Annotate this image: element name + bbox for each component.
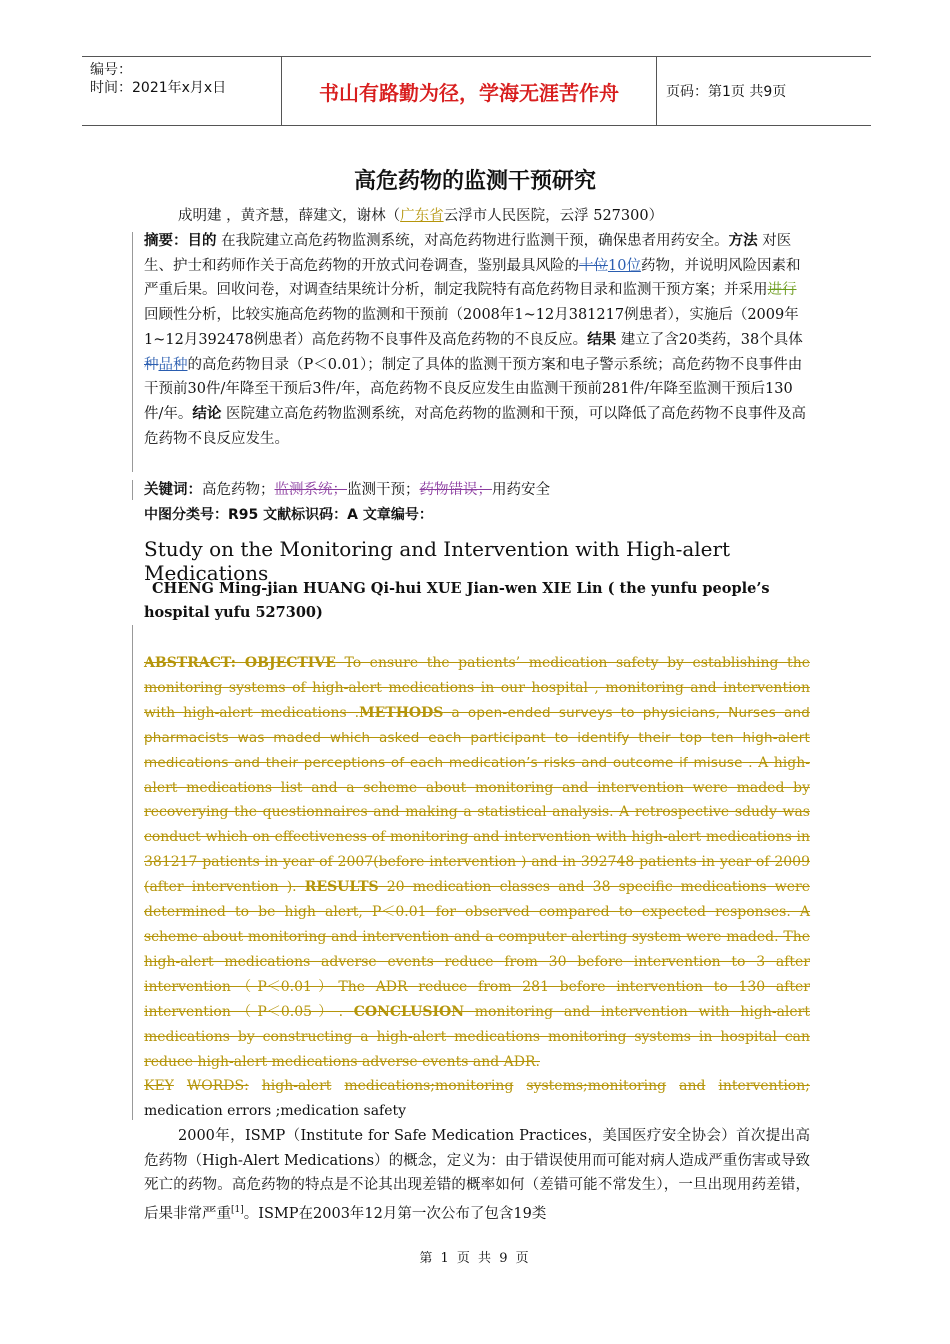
header-table	[82, 56, 871, 126]
change-bar	[132, 480, 133, 500]
author-names: 成明建 ，黄齐慧，薛建文，谢林（	[178, 208, 401, 224]
deleted-proceed: 进行	[767, 282, 797, 299]
en-objective: To ensure the patients’ medication safety by establishing the monitoring systems of high-alert medications in our hospital , monitoring and intervention with high-alert medications .	[144, 655, 810, 721]
results-text-1: 建立了含20类药，38个具体	[616, 331, 803, 348]
methods-label: 方法	[728, 232, 758, 249]
abstract-label: 摘要：	[144, 232, 188, 249]
deleted-kind: 种	[144, 356, 159, 373]
number-label: 编号：	[90, 62, 132, 78]
citation-ref: [1]	[231, 1205, 244, 1216]
en-kw-word: and	[679, 1078, 706, 1095]
methods-text-1: 对医生、护士和药师作关于高危药物的开放式问卷调查，鉴别最具风险的	[144, 233, 792, 274]
conclusion-label: 结论	[192, 404, 222, 422]
keyword-1: 高危药物；	[202, 482, 275, 498]
conclusion-text: 医院建立高危药物监测系统，对高危药物的监测和干预，可以降低了高危药物不良事件及高危药物不良反应发生。	[144, 405, 806, 447]
abstract-cn	[144, 229, 810, 451]
en-abstract-label: ABSTRACT: OBJECTIVE	[144, 655, 336, 671]
objective-text: 在我院建立高危药物监测系统，对高危药物进行监测干预，确保患者用药安全。	[216, 233, 729, 249]
english-abstract	[144, 651, 810, 1124]
methods-text-2: 药物，并说明风险因素和严重后果。回收问卷，对调查结果统计分析，制定我院特有高危药物目录和监测干预方案；并采用	[144, 257, 801, 299]
keyword-deleted-2: 药物错误；	[419, 482, 492, 498]
keyword-3: 用药安全	[492, 482, 550, 498]
en-conclusion-label: CONCLUSION	[353, 1003, 464, 1020]
header-motto: 书山有路勤为径，学海无涯苦作舟	[282, 57, 657, 125]
deleted-ten: 十位	[579, 257, 608, 274]
en-results: 20 medication classes and 38 specific medications were determined to be high alert, P＜0.01 for observed compared to expected responses. A scheme about monitoring and intervention and a computer alerting system were maded. The high-alert medications adverse events reduce from 30 before intervention to 3 after intervention（P＜0.01）The ADR reduce from 281 before intervention to 130 after intervention（P＜0.05）.	[144, 879, 810, 1020]
body-paragraph	[144, 1124, 810, 1227]
change-bar	[132, 625, 133, 1120]
english-authors: CHENG Ming-jian HUANG Qi-hui XUE Jian-wen XIE Lin ( the yunfu people’s hospital yufu 527300)	[144, 580, 770, 621]
page-footer: 第 1 页 共 9 页	[419, 1251, 531, 1266]
en-keywords-line	[144, 1074, 810, 1099]
en-kw-word: high-alert	[261, 1078, 332, 1095]
en-kw-word: systems;monitoring	[526, 1078, 667, 1095]
results-text-2: 的高危药物目录（P＜0.01）；制定了具体的监测干预方案和电子警示系统；高危药物不良事件由干预前30件/年降至干预后3件/年，高危药物不良反应发生由监测干预前281件/年降至监测干预后130件/年。	[144, 356, 803, 422]
paper-title: 高危药物的监测干预研究	[353, 169, 596, 194]
inserted-variety: 品种	[158, 356, 188, 373]
en-methods-rest: . A high-alert medications list and a scheme about monitoring and intervention were maded by recoverying the questionnaires and making a statistical analysis. A retrospective sdudy was conduct which on effectiveness of monitoring and intervention with high-alert medications in 381217 patients in year of 2007(before intervention ) and in 392748 patients in year of 2009 (after intervention ).	[144, 754, 810, 896]
objective-label: 目的	[187, 232, 217, 249]
header-page-info: 页码：第1页 共9页	[666, 84, 787, 100]
inserted-province: 广东省	[400, 208, 444, 224]
classification-line: 中图分类号：R95 文献标识码：A 文章编号：	[144, 507, 433, 523]
time-label: 时间：2021年x月x日	[90, 80, 227, 96]
en-kw-word: medications;monitoring	[344, 1078, 514, 1095]
change-bar	[132, 232, 133, 472]
affiliation: 云浮市人民医院，云浮 527300）	[443, 208, 664, 224]
methods-text-3: 回顾性分析，比较实施高危药物的监测和干预前（2008年1~12月381217例患者），实施后（2009年1~12月392478例患者）高危药物不良事件及高危药物的不良反应。	[144, 307, 799, 348]
inserted-ten: 10位	[608, 257, 641, 274]
authors-line	[144, 204, 810, 229]
results-label: 结果	[587, 330, 617, 348]
header-meta	[82, 57, 282, 125]
keywords-label: 关键词：	[144, 481, 202, 498]
en-kw-word: intervention;	[718, 1078, 810, 1095]
en-conclusion: monitoring and intervention with high-alert medications by constructing a high-alert medications monitoring systems in hospital can reduce high-alert medications adverse events and ADR.	[144, 1003, 810, 1070]
body-text-2: 。ISMP在2003年12月第一次公布了包含19类	[243, 1205, 547, 1222]
keyword-deleted-1: 监测系统；	[274, 482, 347, 498]
en-methods-label: METHODS	[359, 704, 444, 721]
english-title: Study on the Monitoring and Intervention with High-alert Medications	[144, 537, 731, 585]
en-results-label: RESULTS	[304, 879, 379, 896]
en-kw-word: WORDS:	[186, 1078, 249, 1095]
en-abstract-body	[144, 655, 810, 1070]
en-kw-word: KEY	[144, 1078, 174, 1095]
keyword-2: 监测干预；	[347, 482, 420, 498]
en-methods-sans: a open-ended surveys to physicians, Nurses and pharmacists was maded which asked each participant to identify their top ten high-alert medications and their perceptions of each medication’s risks and outcome if misuse	[144, 704, 810, 771]
en-keywords-last: medication errors ;medication safety	[144, 1103, 407, 1120]
body-text-1: 2000年，ISMP（Institute for Safe Medication Practices，美国医疗安全协会）首次提出高危药物（High-Alert Medications）的概念，定义为：由于错误使用而可能对病人造成严重伤害或导致死亡的药物。高危药物的特点是不论其出现差错的概率如何（差错可能不常发生），一旦出现用药差错，后果非常严重	[144, 1128, 810, 1222]
keywords-cn	[144, 478, 810, 503]
